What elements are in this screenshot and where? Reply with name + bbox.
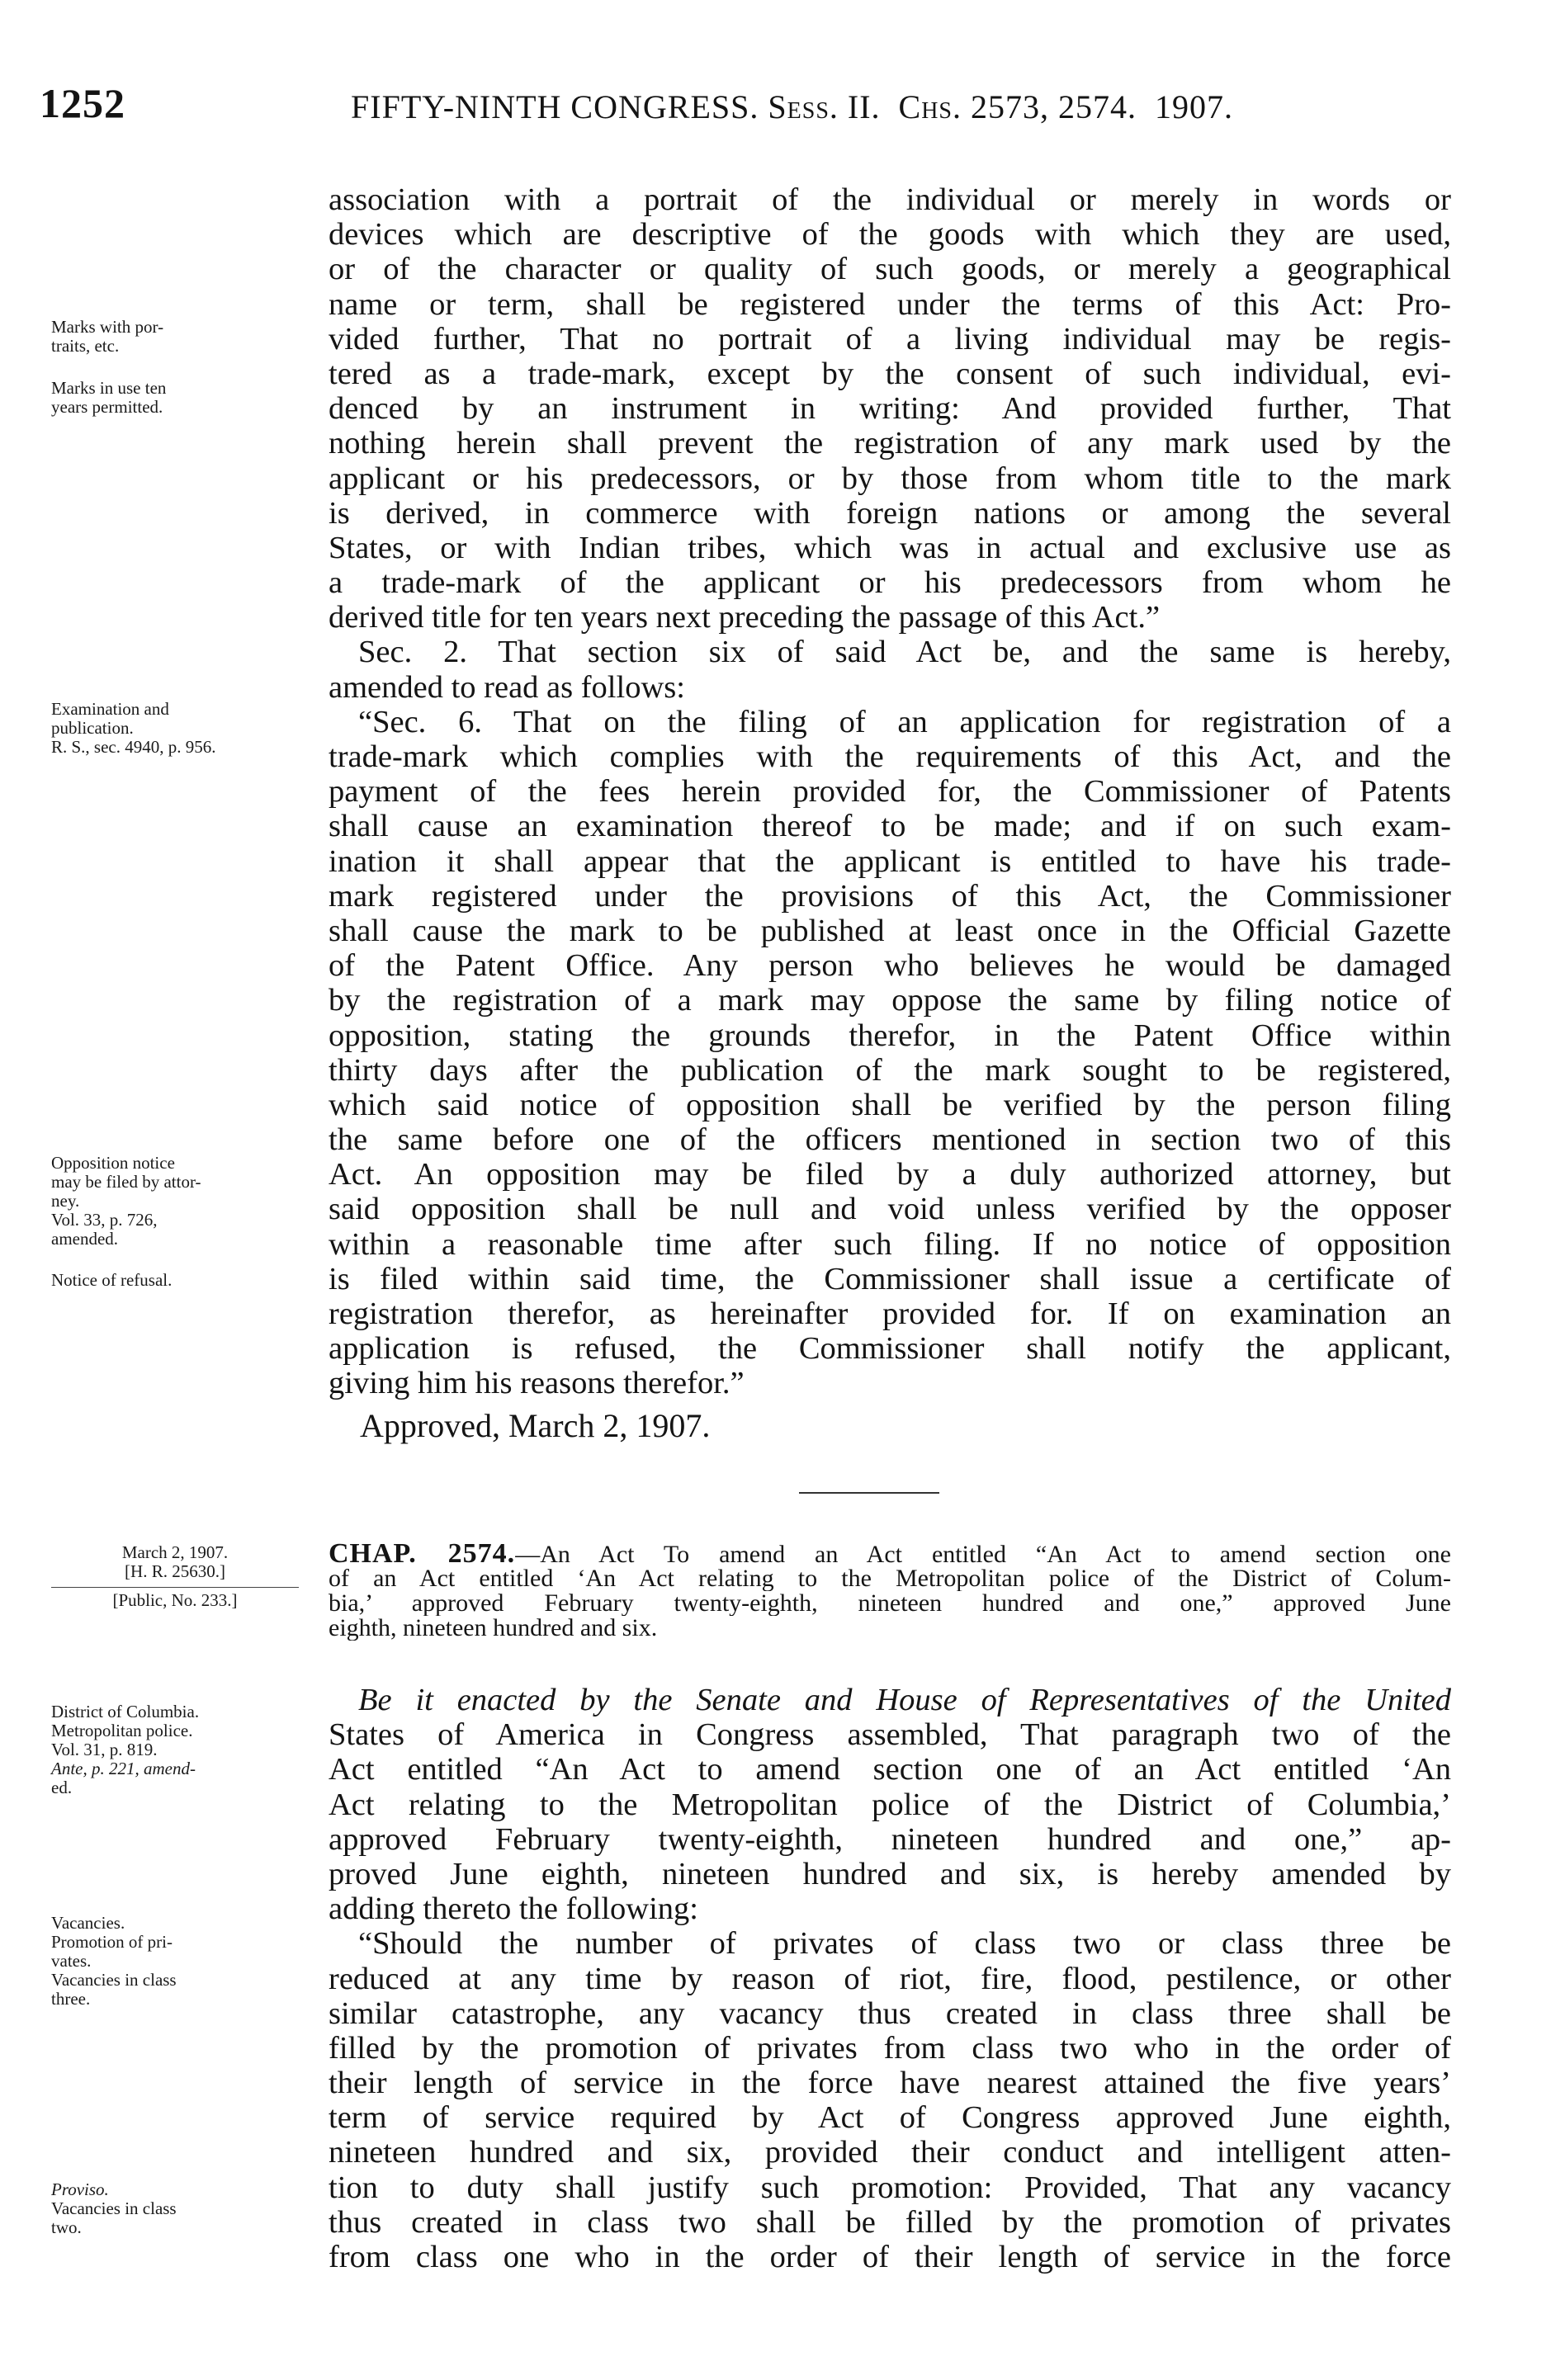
chapter-caption: of an Act entitled ‘An Act relating to the Metropolitan police of the District of Colum- <box>329 1566 1451 1591</box>
text-line: amended to read as follows: <box>329 669 685 705</box>
text-line: is filed within said time, the Commissioner shall issue a certificate of <box>329 1261 1451 1296</box>
text-line: a trade-mark of the applicant or his predecessors from whom he <box>329 565 1451 601</box>
year-label: 1907. <box>1155 88 1234 125</box>
text-line: vided further, That no portrait of a living individual may be regis- <box>329 321 1451 357</box>
text-line: thirty days after the publication of the mark sought to be registered, <box>329 1052 1451 1088</box>
text-line: Act entitled “An Act to amend section one of an Act entitled ‘An <box>329 1752 1451 1787</box>
text-line: by the registration of a mark may oppose the same by filing notice of <box>329 983 1451 1018</box>
text-line: from class one who in the order of their length of service in the force <box>329 2240 1451 2274</box>
text-line: opposition, stating the grounds therefor, in the Patent Office within <box>329 1018 1451 1053</box>
margin-note-public-law: [Public, No. 233.] <box>112 1590 238 1610</box>
text-line: States of America in Congress assembled, That paragraph two of the <box>329 1717 1451 1753</box>
text-line: association with a portrait of the individual or merely in words or <box>329 182 1451 217</box>
congress-title: FIFTY-NINTH CONGRESS. <box>351 88 768 125</box>
margin-note-proviso: Proviso. Vacancies in class two. <box>51 2179 177 2237</box>
text-line: of the Patent Office. Any person who believes he would be damaged <box>329 948 1451 984</box>
text-line: tered as a trade-mark, except by the consent of such individual, evi- <box>329 356 1451 391</box>
running-head <box>351 87 1233 126</box>
text-line: ination it shall appear that the applicant is entitled to have his trade- <box>329 843 1451 879</box>
text-line: derived title for ten years next preceding the passage of this Act.” <box>329 600 1161 635</box>
chapter-title: CHAP. 2574. <box>329 1542 516 1566</box>
margin-note-ten-years: Marks in use ten years permitted. <box>51 378 167 417</box>
chapter-heading <box>329 1542 1451 1641</box>
text-line: tion to duty shall justify such promotion: Provided, That any vacancy <box>329 2170 1451 2205</box>
text-line: Act relating to the Metropolitan police of the District of Columbia,’ <box>329 1787 1451 1822</box>
chapter-divider <box>799 1492 939 1494</box>
text-line: similar catastrophe, any vacancy thus created in class three shall be <box>329 1995 1451 2031</box>
text-line: “Should the number of privates of class two or class three be <box>358 1926 1451 1962</box>
enacting-clause: Be it enacted by the Senate and House of Representatives of the United <box>358 1683 1451 1717</box>
text-line: adding thereto the following: <box>329 1891 698 1927</box>
text-line: name or term, shall be registered under the terms of this Act: Pro- <box>329 286 1451 322</box>
text-line: filled by the promotion of privates from class two who in the order of <box>329 2030 1451 2066</box>
text-line: or of the character or quality of such goods, or merely a geographical <box>329 252 1451 287</box>
chapter-caption: eighth, nineteen hundred and six. <box>329 1616 658 1641</box>
text-line: proved June eighth, nineteen hundred and six, is hereby amended by <box>329 1856 1451 1891</box>
section-text-chap-2574 <box>329 1683 1451 2274</box>
text-line: Sec. 2. That section six of said Act be, and the same is hereby, <box>358 635 1451 670</box>
text-line: the same before one of the officers mentioned in section two of this <box>329 1122 1451 1158</box>
chapter-caption: bia,’ approved February twenty-eighth, nineteen hundred and one,” approved June <box>329 1591 1451 1616</box>
text-line: application is refused, the Commissioner shall notify the applicant, <box>329 1331 1451 1367</box>
margin-note-opposition: Opposition notice may be filed by attor- ney. Vol. 33, p. 726, amended. <box>51 1153 201 1249</box>
text-line: registration therefor, as hereinafter provided for. If on examination an <box>329 1296 1451 1331</box>
text-line: reduced at any time by reason of riot, fire, flood, pestilence, or other <box>329 1961 1451 1996</box>
text-line: shall cause the mark to be published at least once in the Official Gazette <box>329 913 1451 948</box>
margin-note-examination: Examination and publication. R. S., sec. 4940, p. 956. <box>51 699 216 757</box>
text-line: nothing herein shall prevent the registration of any mark used by the <box>329 426 1451 461</box>
running-header <box>0 79 1565 129</box>
text-line: devices which are descriptive of the goods with which they are used, <box>329 217 1451 253</box>
text-line: within a reasonable time after such filing. If no notice of opposition <box>329 1226 1451 1262</box>
margin-note-date: March 2, 1907. [H. R. 25630.] <box>121 1542 229 1581</box>
margin-divider <box>51 1587 299 1588</box>
section-text-chap-2573 <box>329 182 1451 1401</box>
session-label: Sess. II. <box>768 88 881 125</box>
text-line: is derived, in commerce with foreign nations or among the several <box>329 495 1451 531</box>
text-line: payment of the fees herein provided for, the Commissioner of Patents <box>329 774 1451 810</box>
text-line: mark registered under the provisions of this Act, the Commissioner <box>329 878 1451 914</box>
page-number: 1252 <box>40 80 125 126</box>
text-line: giving him his reasons therefor.” <box>329 1366 745 1401</box>
text-line: applicant or his predecessors, or by those from whom title to the mark <box>329 460 1451 496</box>
text-line: which said notice of opposition shall be verified by the person filing <box>329 1087 1451 1122</box>
text-line: shall cause an examination thereof to be made; and if on such exam- <box>329 809 1451 844</box>
text-line: nineteen hundred and six, provided their conduct and intelligent atten- <box>329 2135 1451 2170</box>
margin-note-portraits: Marks with por- traits, etc. <box>51 317 164 356</box>
margin-note-refusal: Notice of refusal. <box>51 1270 173 1290</box>
chapters-label: Chs. 2573, 2574. <box>898 88 1137 125</box>
text-line: “Sec. 6. That on the filing of an application for registration of a <box>358 704 1451 739</box>
text-line: said opposition shall be null and void unless verified by the opposer <box>329 1192 1451 1227</box>
chapter-caption: —An Act To amend an Act entitled “An Act to amend section one <box>515 1542 1451 1566</box>
text-line: thus created in class two shall be filled by the promotion of privates <box>329 2204 1451 2240</box>
margin-note-district: District of Columbia. Metropolitan police. Vol. 31, p. 819. Ante, p. 221, amend- ed. <box>51 1702 200 1797</box>
text-line: approved February twenty-eighth, nineteen hundred and one,” ap- <box>329 1821 1451 1857</box>
text-line: Act. An opposition may be filed by a duly authorized attorney, but <box>329 1157 1451 1192</box>
text-line: their length of service in the force have nearest attained the five years’ <box>329 2066 1451 2101</box>
text-line: States, or with Indian tribes, which was in actual and exclusive use as <box>329 530 1451 565</box>
text-line: trade-mark which complies with the requirements of this Act, and the <box>329 739 1451 774</box>
approval-date: Approved, March 2, 1907. <box>360 1407 711 1444</box>
text-line: term of service required by Act of Congress approved June eighth, <box>329 2100 1451 2136</box>
text-line: denced by an instrument in writing: And provided further, That <box>329 391 1451 427</box>
margin-note-vacancies: Vacancies. Promotion of pri- vates. Vacancies in class three. <box>51 1913 177 2009</box>
